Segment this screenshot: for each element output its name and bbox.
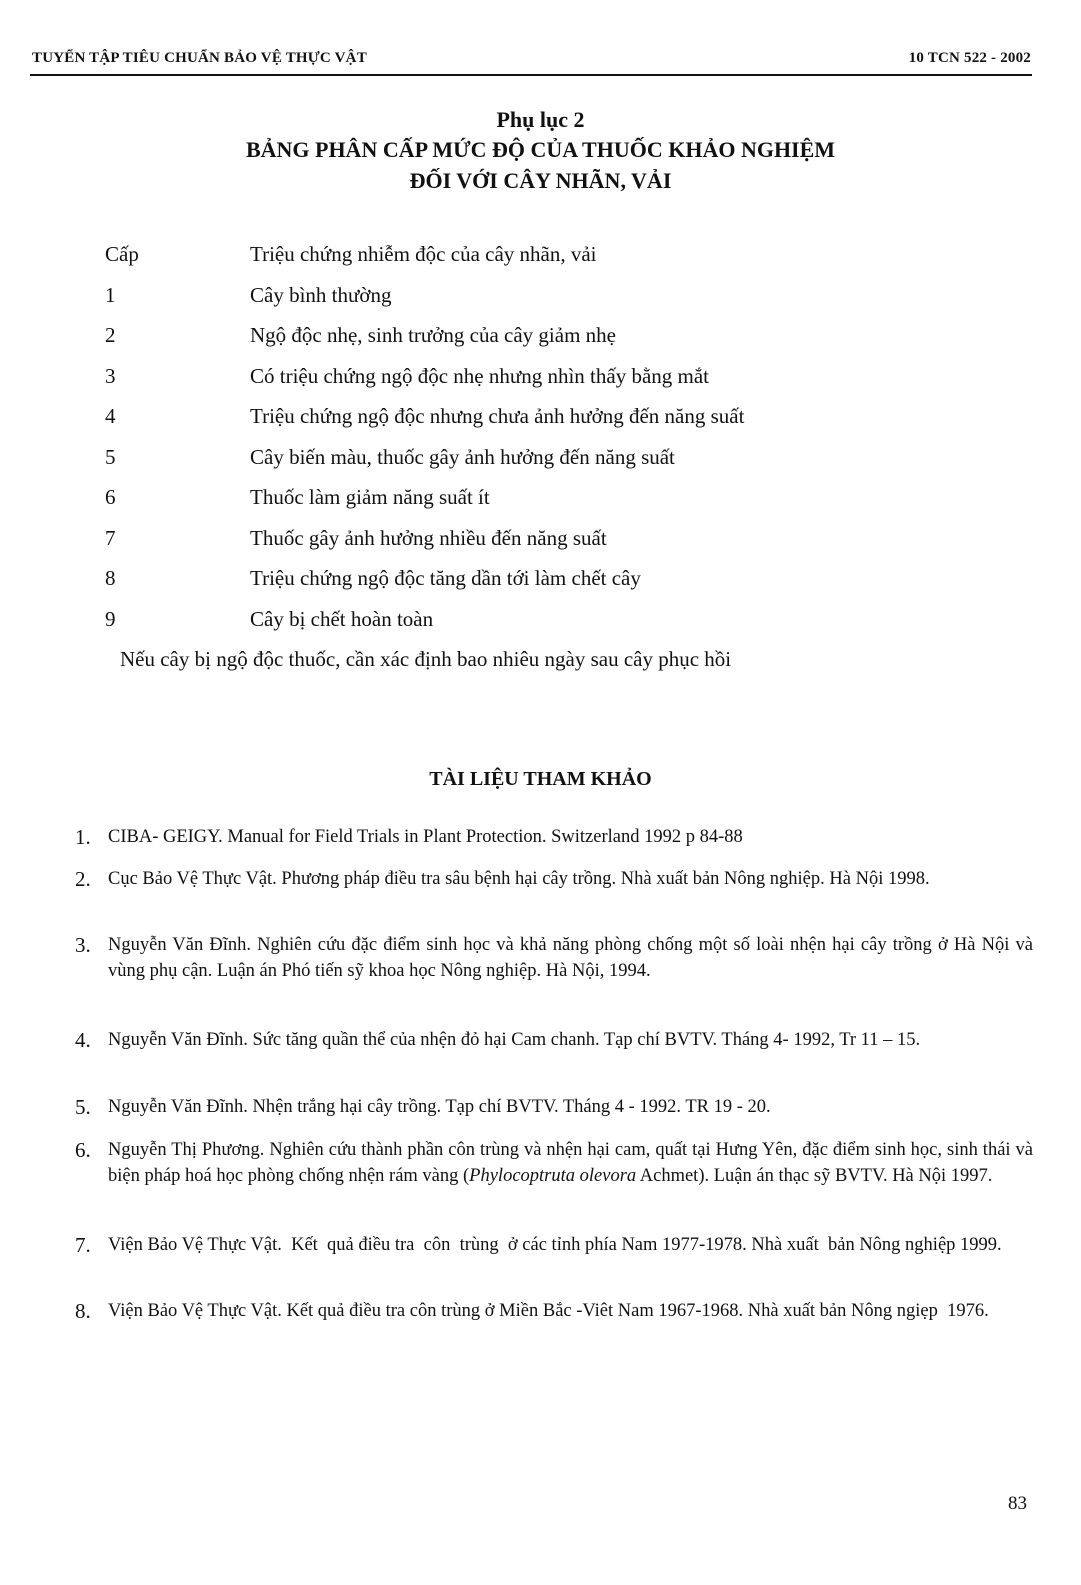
appendix-title-line2: ĐỐI VỚI CÂY NHÃN, VẢI — [409, 168, 672, 193]
species-name: Phylocoptruta olevora — [469, 1166, 637, 1186]
symptom: Cây bị chết hoàn toàn — [250, 607, 434, 631]
level: 5 — [105, 445, 116, 469]
level: 2 — [105, 323, 116, 347]
level: 8 — [105, 566, 116, 590]
reference-number: 1. — [75, 825, 91, 849]
symptom: Triệu chứng ngộ độc nhưng chưa ảnh hưởng đến năng suất — [250, 404, 745, 428]
reference-item — [75, 824, 1033, 850]
reference-text: CIBA- GEIGY. Manual for Field Trials in Plant Protection. Switzerland 1992 p 84-88 — [108, 827, 743, 847]
table-row — [0, 404, 1000, 434]
reference-number: 6. — [75, 1138, 91, 1162]
reference-number: 5. — [75, 1095, 91, 1119]
level: 1 — [105, 283, 116, 307]
level: 7 — [105, 526, 116, 550]
reference-text — [108, 1137, 1033, 1189]
reference-number: 4. — [75, 1028, 91, 1052]
running-header-standard-code: 10 TCN 522 - 2002 — [908, 50, 1031, 66]
table-row — [0, 566, 1000, 596]
reference-number: 7. — [75, 1233, 91, 1257]
table-row — [0, 323, 1000, 353]
appendix-label: Phụ lục 2 — [496, 107, 585, 132]
table-row — [0, 364, 1000, 394]
level: 4 — [105, 404, 116, 428]
table-row — [0, 485, 1000, 515]
reference-text-part: Achmet). Luận án thạc sỹ BVTV. Hà Nội 1997. — [636, 1166, 993, 1186]
reference-item — [75, 866, 1033, 892]
level: 6 — [105, 485, 116, 509]
symptom: Ngộ độc nhẹ, sinh trưởng của cây giảm nhẹ — [250, 323, 616, 347]
symptom: Triệu chứng ngộ độc tăng dần tới làm chết cây — [250, 566, 641, 590]
level: 3 — [105, 364, 116, 388]
reference-text: Nguyễn Văn Đĩnh. Sức tăng quần thể của nhện đỏ hại Cam chanh. Tạp chí BVTV. Tháng 4- 1992, Tr 11 – 15. — [108, 1030, 921, 1050]
reference-item — [75, 1298, 1033, 1324]
table-row — [0, 526, 1000, 556]
symptom: Thuốc gây ảnh hưởng nhiều đến năng suất — [250, 526, 607, 550]
reference-item — [75, 1232, 1033, 1258]
table-row — [0, 445, 1000, 475]
reference-number: 2. — [75, 867, 91, 891]
symptom: Có triệu chứng ngộ độc nhẹ nhưng nhìn thấy bằng mắt — [250, 364, 710, 388]
reference-text: Viện Bảo Vệ Thực Vật. Kết quả điều tra côn trùng ở Miền Bắc -Viêt Nam 1967-1968. Nhà xuất bản Nông ngiẹp 1976. — [108, 1301, 989, 1321]
table-header-row — [0, 242, 1000, 272]
table-row — [0, 283, 1000, 313]
page-number: 83 — [1008, 1493, 1027, 1514]
appendix-title-line1: BẢNG PHÂN CẤP MỨC ĐỘ CỦA THUỐC KHẢO NGHIỆM — [245, 137, 836, 162]
reference-text: Nguyễn Văn Đĩnh. Nhện trắng hại cây trồng. Tạp chí BVTV. Tháng 4 - 1992. TR 19 - 20. — [108, 1097, 771, 1117]
reference-item — [75, 1094, 1033, 1120]
header-rule — [30, 74, 1032, 76]
reference-text: Cục Bảo Vệ Thực Vật. Phương pháp điều tra sâu bệnh hại cây trồng. Nhà xuất bản Nông nghiệp. Hà Nội 1998. — [108, 869, 930, 889]
references-title: TÀI LIỆU THAM KHẢO — [429, 768, 652, 790]
reference-text: Nguyễn Văn Đĩnh. Nghiên cứu đặc điểm sinh học và khả năng phòng chống một số loài nhện hại cây trồng ở Hà Nội và vùng phụ cận. Luận án Phó tiến sỹ khoa học Nông nghiệp. Hà Nội, 1994. — [108, 935, 1033, 981]
level: 9 — [105, 607, 116, 631]
running-header-title: TUYỂN TẬP TIÊU CHUẨN BẢO VỆ THỰC VẬT — [32, 50, 367, 66]
symptom: Cây bình thường — [250, 283, 392, 307]
reference-item — [75, 1137, 1033, 1189]
reference-text: Viện Bảo Vệ Thực Vật. Kết quả điều tra côn trùng ở các tỉnh phía Nam 1977-1978. Nhà xuất bản Nông nghiệp 1999. — [108, 1235, 1002, 1255]
reference-item — [75, 932, 1033, 984]
reference-item — [75, 1027, 1033, 1053]
reference-number: 8. — [75, 1299, 91, 1323]
header-symptom: Triệu chứng nhiễm độc của cây nhãn, vải — [250, 242, 597, 266]
recovery-note: Nếu cây bị ngộ độc thuốc, cần xác định bao nhiêu ngày sau cây phục hồi — [120, 647, 732, 671]
symptom: Thuốc làm giảm năng suất ít — [250, 485, 490, 509]
symptom: Cây biến màu, thuốc gây ảnh hưởng đến năng suất — [250, 445, 675, 469]
table-row — [0, 607, 1000, 637]
reference-number: 3. — [75, 933, 91, 957]
header-level: Cấp — [105, 242, 139, 266]
reference-text-part: Nguyễn Thị Phương. Nghiên cứu thành phần côn trùng và nhện hại cam, quất tại Hưng Yên, đặc điểm sinh học, sinh thái và biện pháp hoá học phòng chống nhện rám vàng ( — [108, 1140, 1033, 1186]
